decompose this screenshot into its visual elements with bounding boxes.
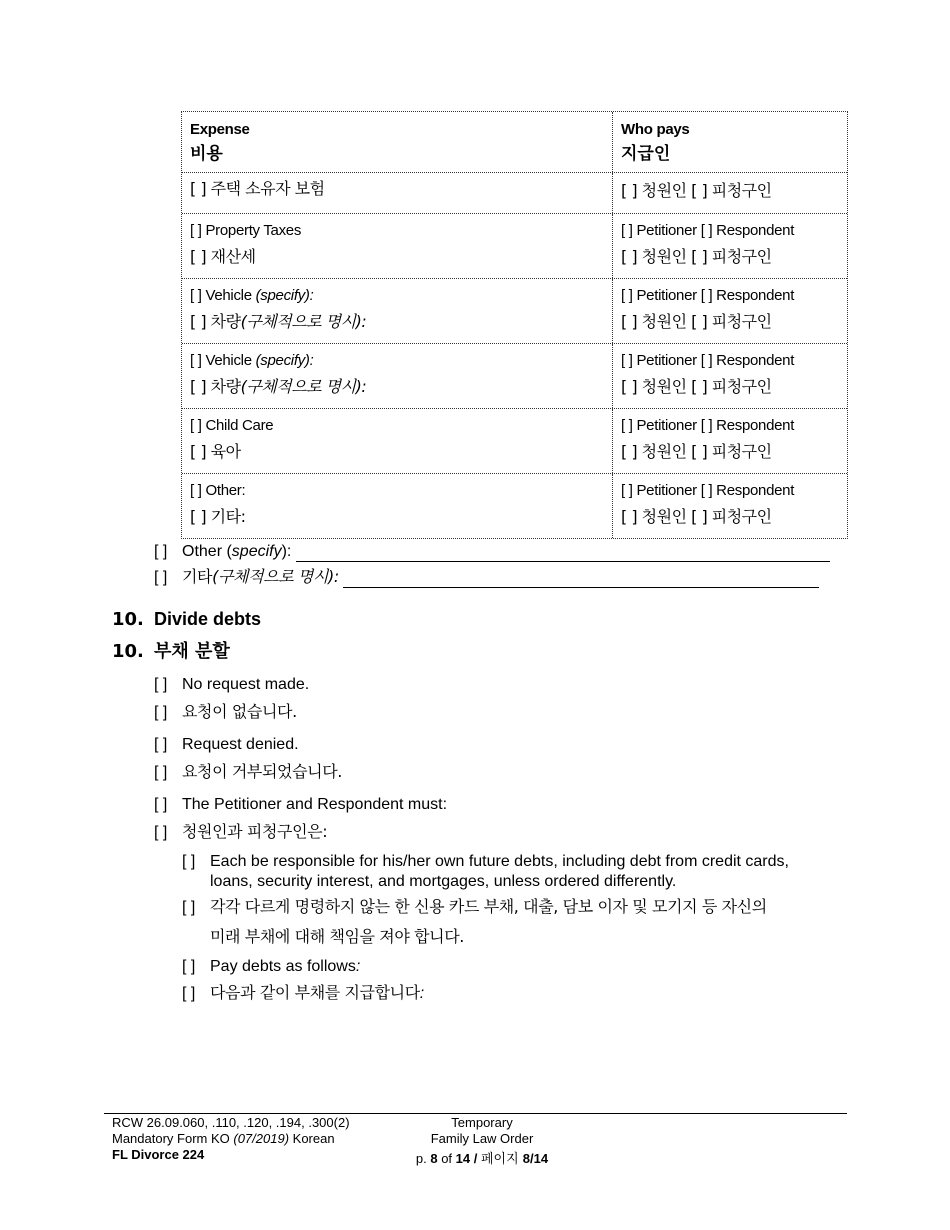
- who-pays-en[interactable]: [ ] Petitioner [ ] Respondent: [621, 222, 795, 239]
- section-heading-kr: 10. 부채 분할: [112, 641, 230, 662]
- table-row: [182, 474, 847, 538]
- who-pays-kr[interactable]: [ ] 청원인 [ ] 피청구인: [621, 442, 772, 461]
- footer-rcw: RCW 26.09.060, .110, .120, .194, .300(2): [112, 1115, 350, 1130]
- expense-label-en[interactable]: [ ] Property Taxes: [190, 222, 302, 239]
- table-row: [182, 409, 847, 474]
- footer-divider: [104, 1113, 847, 1114]
- expense-label-en[interactable]: [ ] Vehicle (specify):: [190, 287, 314, 304]
- expense-label-en[interactable]: [ ] Vehicle (specify):: [190, 352, 314, 369]
- request-denied-option[interactable]: [ ] Request denied.: [154, 736, 299, 753]
- footer-title-2: Family Law Order: [430, 1131, 534, 1146]
- table-row: [182, 279, 847, 344]
- other-checkbox-kr[interactable]: [ ]: [154, 569, 168, 586]
- other-specify-field-kr[interactable]: [343, 587, 819, 588]
- other-specify-field[interactable]: [296, 561, 830, 562]
- who-pays-kr[interactable]: [ ] 청원인 [ ] 피청구인: [621, 247, 772, 266]
- who-pays-kr[interactable]: [ ] 청원인 [ ] 피청구인: [621, 507, 772, 526]
- pay-debts-option-kr[interactable]: [ ] 다음과 같이 부채를 지급합니다:: [182, 983, 425, 1002]
- section-heading-en: 10. Divide debts: [112, 609, 262, 630]
- who-pays-kr[interactable]: [ ] 청원인 [ ] 피청구인: [621, 377, 772, 396]
- who-pays-kr[interactable]: [ ] 청원인 [ ] 피청구인: [621, 312, 772, 331]
- header-who-pays-kr: 지급인: [621, 144, 671, 164]
- request-denied-option-kr[interactable]: [ ] 요청이 거부되었습니다.: [154, 762, 342, 781]
- expense-label-kr[interactable]: [ ] 주택 소유자 보험: [190, 179, 325, 198]
- own-debts-option-kr-cont: 미래 부채에 대해 책임을 져야 합니다.: [210, 927, 464, 946]
- expense-label-kr[interactable]: [ ] 재산세: [190, 247, 256, 266]
- no-request-option-kr[interactable]: [ ] 요청이 없습니다.: [154, 702, 297, 721]
- expense-label-kr[interactable]: [ ] 기타:: [190, 507, 246, 526]
- who-pays-en[interactable]: [ ] Petitioner [ ] Respondent: [621, 482, 795, 499]
- table-row: [182, 344, 847, 409]
- expense-label-kr[interactable]: [ ] 육아: [190, 442, 241, 461]
- own-debts-option-cont: loans, security interest, and mortgages, unless ordered differently.: [210, 873, 677, 890]
- other-checkbox[interactable]: [ ]: [154, 543, 168, 560]
- must-option-kr[interactable]: [ ] 청원인과 피청구인은:: [154, 822, 328, 841]
- own-debts-option[interactable]: [ ] Each be responsible for his/her own future debts, including debt from credit cards,: [182, 853, 789, 870]
- must-option[interactable]: [ ] The Petitioner and Respondent must:: [154, 796, 448, 813]
- header-expense-kr: 비용: [190, 144, 223, 164]
- footer-title-1: Temporary: [451, 1115, 513, 1130]
- other-specify-line-kr: [ ] 기타(구체적으로 명시):: [154, 567, 819, 588]
- pay-debts-option[interactable]: [ ] Pay debts as follows:: [182, 958, 361, 975]
- no-request-option[interactable]: [ ] No request made.: [154, 676, 310, 693]
- own-debts-option-kr[interactable]: [ ] 각각 다르게 명령하지 않는 한 신용 카드 부채, 대출, 담보 이자 및 모기지 등 자신의: [182, 897, 767, 916]
- who-pays-kr[interactable]: [ ] 청원인 [ ] 피청구인: [621, 181, 772, 200]
- header-expense-en: Expense: [190, 121, 250, 138]
- footer-page-number: p. 8 of 14 / 페이지 8/14: [415, 1151, 549, 1167]
- who-pays-en[interactable]: [ ] Petitioner [ ] Respondent: [621, 352, 795, 369]
- expense-table: [181, 111, 848, 539]
- table-header-row: [182, 112, 847, 173]
- table-row: [182, 173, 847, 214]
- who-pays-en[interactable]: [ ] Petitioner [ ] Respondent: [621, 287, 795, 304]
- footer-mandatory: Mandatory Form KO (07/2019) Korean: [112, 1131, 335, 1146]
- expense-label-kr[interactable]: [ ] 차량(구체적으로 명시):: [190, 312, 367, 331]
- expense-label-kr[interactable]: [ ] 차량(구체적으로 명시):: [190, 377, 367, 396]
- footer-form-id: FL Divorce 224: [112, 1147, 205, 1162]
- who-pays-en[interactable]: [ ] Petitioner [ ] Respondent: [621, 417, 795, 434]
- other-specify-line: [ ] Other (specify):: [154, 542, 830, 562]
- expense-label-en[interactable]: [ ] Child Care: [190, 417, 274, 434]
- table-row: [182, 214, 847, 279]
- header-who-pays-en: Who pays: [621, 121, 690, 138]
- expense-label-en[interactable]: [ ] Other:: [190, 482, 246, 499]
